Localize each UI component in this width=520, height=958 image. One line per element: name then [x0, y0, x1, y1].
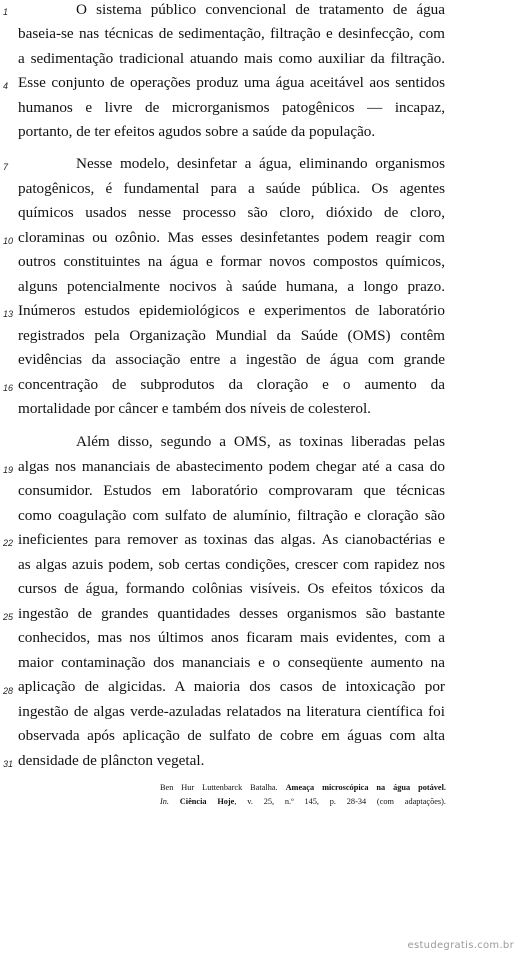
text-line: Nesse modelo, desinfetar a água, eliminando organismos	[76, 155, 445, 172]
text-line: outros constituintes na água e formar novos compostos químicos,	[18, 253, 445, 270]
text-line: cloraminas ou ozônio. Mas esses desinfetantes podem reagir com	[18, 229, 445, 246]
line-number: 22	[3, 538, 14, 548]
text-line: baseia-se nas técnicas de sedimentação, filtração e desinfecção, com	[18, 25, 445, 42]
citation-journal: Ciência Hoje	[179, 797, 235, 806]
text-line: registrados pela Organização Mundial da Saúde (OMS) contêm	[18, 327, 445, 344]
citation-details: , v. 25, n.º 145, p. 28-34 (com adaptações).	[234, 797, 446, 806]
text-line: observada após aplicação de sulfato de cobre em águas com alta	[18, 727, 445, 744]
text-line: ineficientes para remover as toxinas das algas. As cianobactérias e	[18, 531, 445, 548]
site-watermark: estudegratis.com.br	[407, 940, 514, 951]
text-line: Além disso, segundo a OMS, as toxinas liberadas pelas	[76, 433, 445, 450]
line-number: 7	[3, 162, 9, 172]
text-line: a sedimentação tradicional atuando mais como auxiliar da filtração.	[18, 50, 445, 67]
text-line: como coagulação com sulfato de alumínio, filtração e cloração são	[18, 507, 445, 524]
citation-line-2	[160, 796, 446, 808]
text-line: Esse conjunto de operações produz uma água aceitável aos sentidos	[18, 74, 445, 91]
line-number: 1	[3, 7, 9, 17]
text-line: cursos de água, formando colônias visíveis. Os efeitos tóxicos da	[18, 580, 445, 597]
text-line: evidências da associação entre a ingestão de água com grande	[18, 351, 445, 368]
line-number: 28	[3, 686, 14, 696]
text-line: maior contaminação dos mananciais e o conseqüente aumento na	[18, 654, 445, 671]
text-line: alguns potencialmente nocivos à saúde humana, a longo prazo.	[18, 278, 445, 295]
text-line: ingestão de algas verde-azuladas relatados na literatura científica foi	[18, 703, 445, 720]
text-line: humanos e livre de microrganismos patogênicos — incapaz,	[18, 99, 445, 116]
text-line: conhecidos, mas nos últimos anos ficaram mais evidentes, com a	[18, 629, 445, 646]
text-line: patogênicos, é fundamental para a saúde pública. Os agentes	[18, 180, 445, 197]
text-line: aplicação de algicidas. A maioria dos casos de intoxicação por	[18, 678, 445, 695]
citation-line-1	[160, 782, 446, 794]
line-number: 16	[3, 383, 14, 393]
line-number: 4	[3, 81, 9, 91]
text-line: ingestão de grandes quantidades desses organismos são bastante	[18, 605, 445, 622]
text-line: mortalidade por câncer e também dos níveis de colesterol.	[18, 400, 371, 417]
text-line: portanto, de ter efeitos agudos sobre a saúde da população.	[18, 123, 376, 140]
line-number: 25	[3, 612, 14, 622]
text-line: consumidor. Estudos em laboratório comprovaram que técnicas	[18, 482, 445, 499]
text-line: O sistema público convencional de tratamento de água	[76, 1, 445, 18]
text-line: algas nos mananciais de abastecimento podem chegar até a casa do	[18, 458, 445, 475]
citation-title: Ameaça microscópica na água potável.	[285, 783, 446, 792]
text-line: químicos usados nesse processo são cloro, dióxido de cloro,	[18, 204, 445, 221]
citation-author: Ben Hur Luttenbarck Batalha.	[160, 783, 278, 792]
text-line: densidade de plâncton vegetal.	[18, 752, 205, 769]
line-number: 13	[3, 309, 14, 319]
line-number: 19	[3, 465, 14, 475]
text-line: concentração de subprodutos da cloração e o aumento da	[18, 376, 445, 393]
text-line: Inúmeros estudos epidemiológicos e experimentos de laboratório	[18, 302, 445, 319]
citation-in-label: In.	[160, 797, 169, 806]
line-number: 10	[3, 236, 14, 246]
line-number: 31	[3, 759, 14, 769]
text-line: as algas azuis podem, sob certas condições, crescer com rapidez nos	[18, 556, 445, 573]
